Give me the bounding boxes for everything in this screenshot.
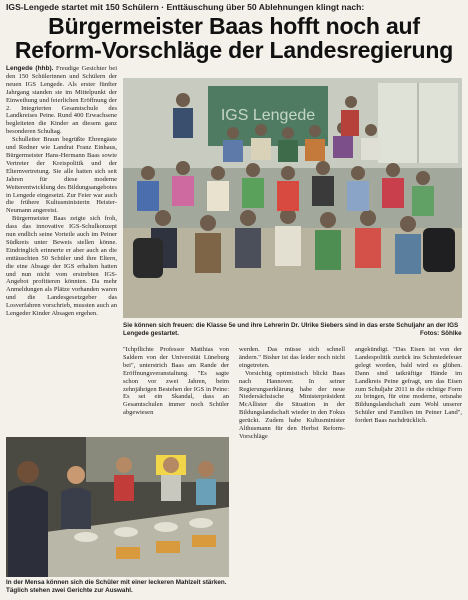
- class-photo-caption: Sie können sich freuen: die Klasse 5e und ihre Lehrerin Dr. Ulrike Siebers sind in das erste Schuljahr an der IGS Lengede gestartet.: [123, 322, 459, 337]
- column-1-paragraph-2: Schulleiter Braun begrüßte Ehrengäste und Redner wie Landrat Franz Einhaus, Bürgermeister Hans-Hermann Baas sowie Vertreter der Kreispolitik und der Elternvertretung. Sie alle hatten sich seit Jahren für diese moderne Weiterentwicklung des Bildungsangebotes in Lengede eingesetzt. Zur Feier war auch die frühere Kultusministerin Heister-Neumann angereist.: [6, 136, 117, 215]
- headline-line-1: Bürgermeister Baas hofft noch auf: [48, 13, 420, 39]
- column-3-paragraph-1: werden. Das müsse sich schnell ändern." Bisher ist das leider noch nicht eingetreten.: [239, 346, 345, 369]
- article-kicker: IGS-Lengede startet mit 150 Schülern · Enttäuschung über 50 Ablehnungen klingt nach:: [6, 2, 365, 12]
- column-4-paragraph-1: angekündigt. "Das Eisen ist von der Landespolitik zurück ins Schmiedefeuer gelegt worden, bald wird es glühen. Dann sind tatkräftige Hände im Landkreis Peine gefragt, um das Eisen zum Schuljahr 2011 in die richtige Form zu bringen, für eine moderne, ortsnahe Bildungslandschaft zum Wohl unserer Schüler und Familien im Peiner Land", fordert Baas nachdrücklich.: [355, 346, 462, 425]
- column-1-paragraph-3: Bürgermeister Baas zeigte sich froh, dass das innovative IGS-Schulkonzept nun endlich seine Vorteile auch im Peiner Südkreis unter Beweis stellen könne. Eindringlich erinnerte er aber auch an die enttäuschten 50 Schüler und ihre Eltern, die eine Absage der IGS erhalten hatten und nun nicht vom erstrebten IGS-Angebot profitieren könnten. Da mehr Anmeldungen als Plätze vorhanden waren und die Landesgesetzgeber das Losverfahren vorschrieb, mussten auch an Lengeder Kinder Absagen ergehen.: [6, 215, 117, 318]
- class-photo: [123, 78, 462, 318]
- article-column-3: [239, 346, 345, 440]
- article-headline: [6, 14, 462, 62]
- lead-text: Freudige Gesichter bei den 150 Schülerinnen und Schülern der neuen IGS Lengede. Als erster fünfter Jahrgang standen sie im Mittelpunkt der Einweihung und feierlichen Eröffnung der 2. Integrierten Gesamtschule des Landkreises Peine. Rund 400 Erwachsene begleiteten die Kinder an diesem ganz besonderen Schultag.: [6, 65, 117, 136]
- mensa-photo: [6, 437, 229, 577]
- column-2-paragraph: "Ichpflichte Professor Matthias von Saldern von der Universität Lüneburg bei", unterstrich Baas am Rande der Eröffnungsveranstaltung. "Es sagte schon vor zwei Jahren, beim zehnjährigen Bestehen der IGS in Peine: Es sei ein Skandal, dass an Gesamtschulen immer noch Schüler abgewiesen: [123, 346, 229, 417]
- article-column-1: [6, 65, 117, 433]
- mensa-photo-caption: In der Mensa können sich die Schüler mit einer leckeren Mahlzeit stärken. Täglich stehen zwei Gerichte zur Auswahl.: [6, 579, 227, 594]
- board-text: IGS Lengede: [220, 107, 316, 124]
- column-1-paragraph-1: [6, 65, 117, 136]
- article-column-2: [123, 346, 229, 431]
- dateline: Lengede (hhb).: [6, 65, 54, 72]
- article-column-4: [355, 346, 462, 436]
- mensa-photo-image: [6, 437, 229, 577]
- photo-credit: Fotos: Söhlke: [420, 330, 462, 337]
- class-photo-image: [123, 78, 462, 318]
- headline-line-2: Reform-Vorschläge der Landesregierung: [14, 37, 454, 63]
- column-3-paragraph-2: Vorsichtig optimistisch blickt Baas nach Hannover. In seiner Regierungserklärung habe der neue Niedersächsische Ministerpräsident McAllister die Situation in der Bildungslandschaft wieder in den Fokus gerückt. Zudem habe Kultusminister Althusmann für den Herbst Reform-Vorschläge: [239, 369, 345, 440]
